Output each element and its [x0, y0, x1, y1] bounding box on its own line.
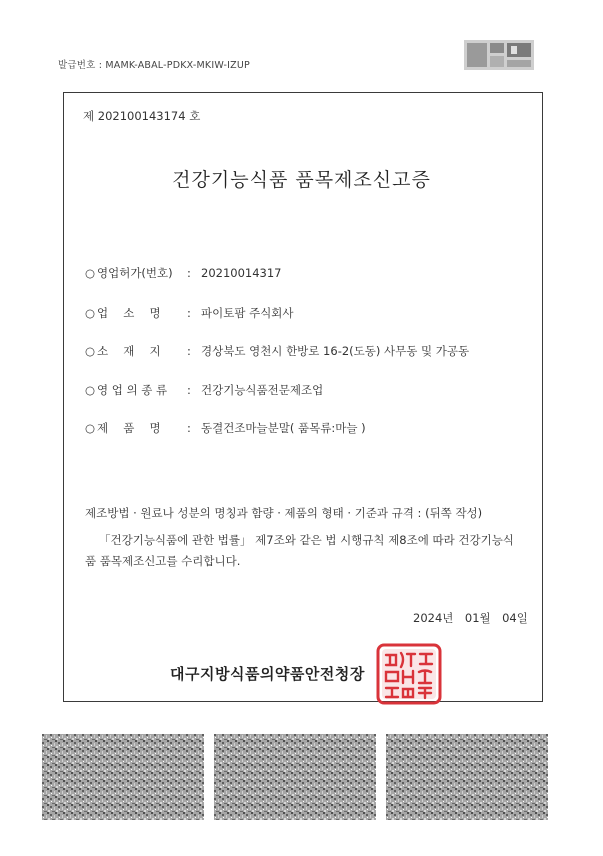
field-label: 영 업 의 종 류 — [97, 383, 168, 397]
field-colon: : — [187, 383, 191, 397]
field-colon: : — [187, 266, 191, 280]
field-colon: : — [187, 344, 191, 358]
field-business-type — [85, 382, 323, 398]
field-label: 소 재 지 — [97, 344, 161, 358]
field-bullet: ○ — [85, 344, 96, 358]
field-bullet: ○ — [85, 383, 96, 397]
issuer-name: 대구지방식품의약품안전청장 — [170, 665, 365, 683]
security-pattern — [386, 734, 548, 820]
issue-date: 2024년 01월 04일 — [413, 611, 528, 625]
field-business-license — [85, 265, 281, 281]
field-bullet: ○ — [85, 421, 96, 435]
field-value: 건강기능식품전문제조업 — [201, 383, 324, 397]
issue-number: 발급번호 : MAMK-ABAL-PDKX-MKIW-IZUP — [58, 60, 250, 71]
field-value: 경상북도 영천시 한방로 16-2(도동) 사무동 및 가공동 — [201, 344, 470, 358]
field-bullet: ○ — [85, 306, 96, 320]
field-colon: : — [187, 306, 191, 320]
field-label: 업 소 명 — [97, 306, 161, 320]
document-number: 제 202100143174 호 — [83, 109, 201, 123]
page-title: 건강기능식품 품목제조신고증 — [172, 169, 431, 191]
field-value: 20210014317 — [201, 266, 282, 280]
field-product-name — [85, 420, 366, 436]
field-label: 영업허가(번호) — [97, 266, 173, 280]
document-barcode-icon — [464, 40, 534, 70]
security-pattern — [42, 734, 204, 820]
field-colon: : — [187, 421, 191, 435]
security-pattern — [214, 734, 376, 820]
field-address — [85, 343, 469, 359]
field-business-name — [85, 305, 294, 321]
field-value: 동결건조마늘분말( 품목류:마늘 ) — [201, 421, 366, 435]
official-seal-icon — [376, 643, 442, 705]
field-label: 제 품 명 — [97, 421, 161, 435]
legal-statement: 「건강기능식품에 관한 법률」 제7조와 같은 법 시행규칙 제8조에 따라 건강기능식품 품목제조신고를 수리합니다. — [85, 533, 514, 568]
field-value: 파이토팜 주식회사 — [201, 306, 294, 320]
field-bullet: ○ — [85, 266, 96, 280]
manufacturing-method-line: 제조방법 · 원료나 성분의 명칭과 함량 · 제품의 형태 · 기준과 규격 : (뒤쪽 작성) — [85, 506, 483, 520]
